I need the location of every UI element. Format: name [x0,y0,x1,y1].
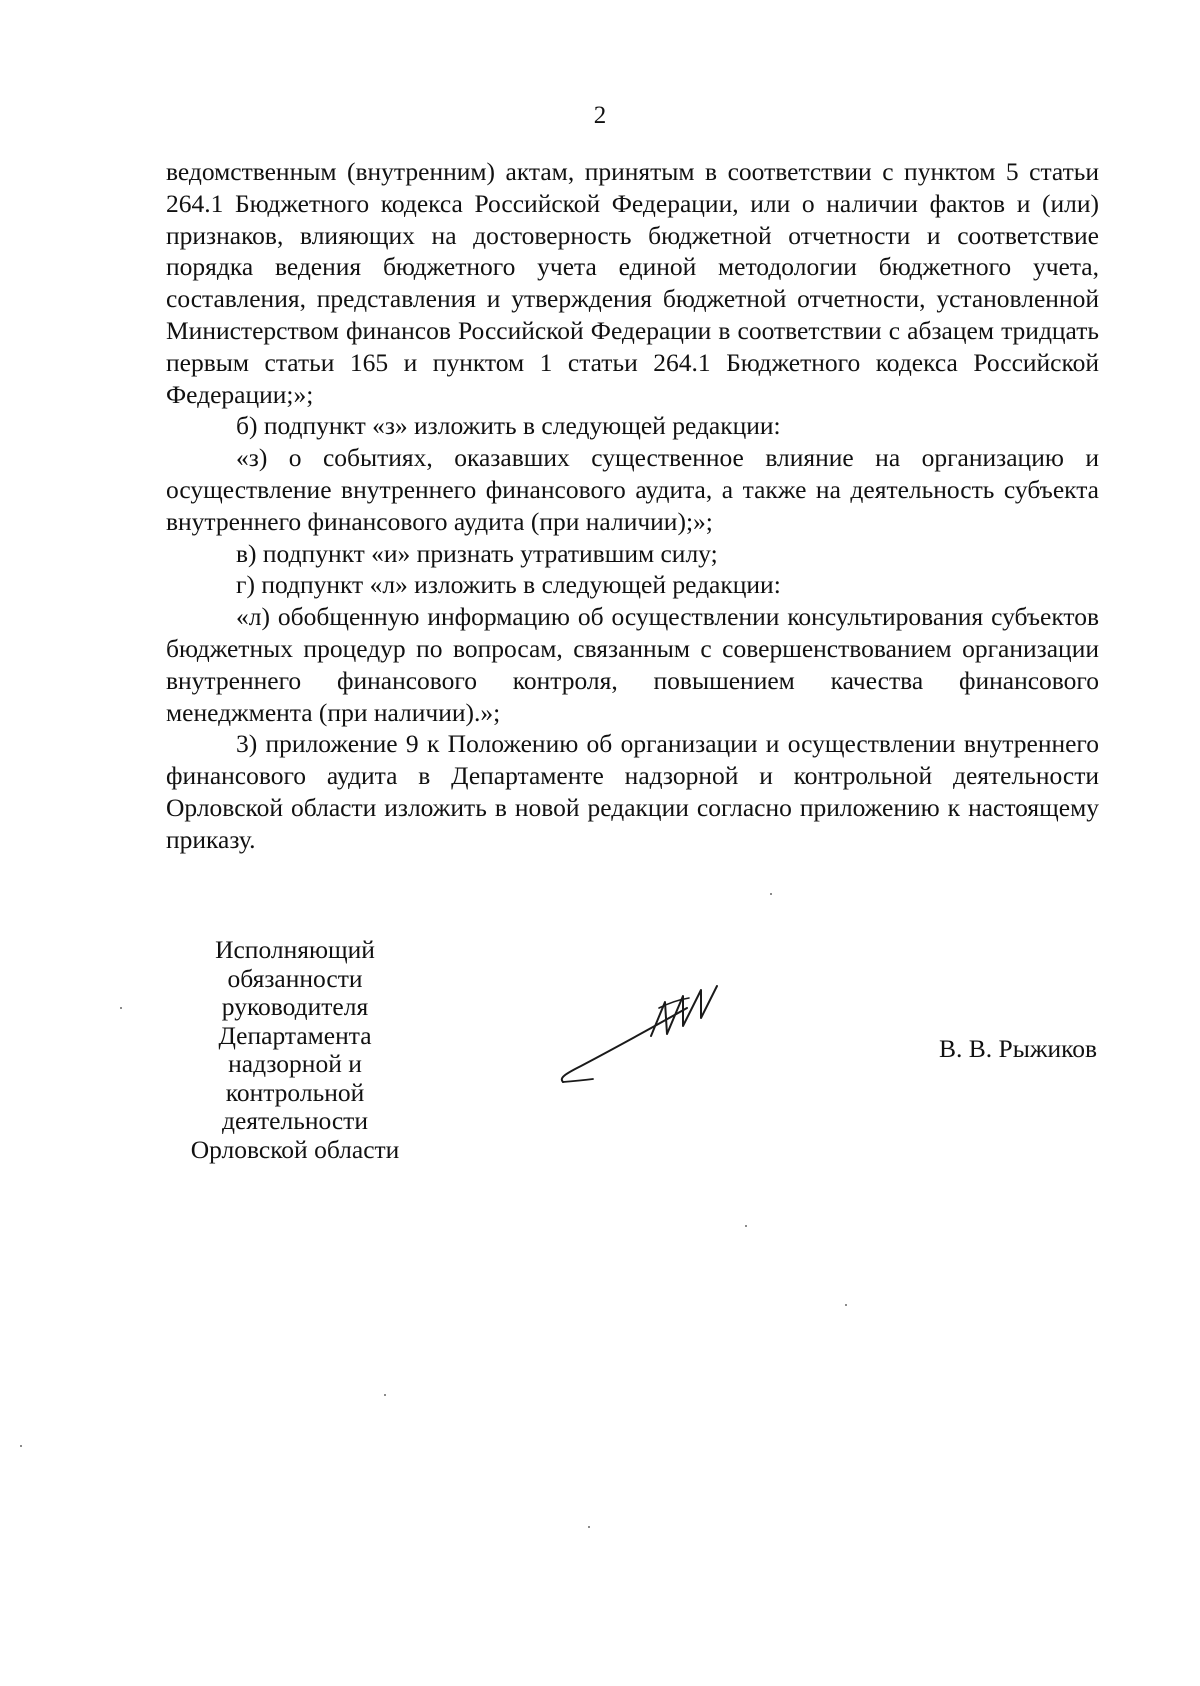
signer-title [180,936,410,1164]
paragraph-subitem-z-text: «з) о событиях, оказавших существенное влияние на организацию и осуществление внутреннего финансового аудита, а также на деятельность субъекта внутреннего финансового аудита (при наличии);»; [166,443,1099,536]
paragraph-subitem-l-text: «л) обобщенную информацию об осуществлении консультирования субъектов бюджетных процедур по вопросам, связанным с совершенствованием организации внутреннего финансового контроля, повышением качества финансового менеджмента (при наличии).»; [166,602,1099,727]
handwritten-signature [555,978,735,1090]
scan-speck [770,893,772,895]
scan-speck [120,1007,122,1009]
paragraph-subitem-b: б) подпункт «з» изложить в следующей редакции: [236,411,781,441]
signer-title-line: надзорной и [228,1049,362,1078]
paragraph-subitem-g: г) подпункт «л» изложить в следующей редакции: [236,570,781,600]
scan-speck [588,1526,590,1528]
scan-speck [845,1304,847,1306]
signer-title-line: Исполняющий [215,935,375,964]
page-number: 2 [593,102,607,129]
document-body [166,156,1099,856]
signer-title-line: деятельности [222,1106,368,1135]
paragraph-continuation: ведомственным (внутренним) актам, принятым в соответствии с пунктом 5 статьи 264.1 Бюджетного кодекса Российской Федерации, или о наличии фактов и (или) признаков, влияющих на достоверность бюджетной отчетности и соответствие порядка ведения бюджетного учета единой методологии бюджетного учета, составления, представления и утверждения бюджетной отчетности, установленной Министерством финансов Российской Федерации в соответствии с абзацем тридцать первым статьи 165 и пунктом 1 статьи 264.1 Бюджетного кодекса Российской Федерации;»; [166,157,1099,409]
signer-title-line: обязанности [227,963,363,993]
signer-name: В. В. Рыжиков [939,1034,1097,1063]
paragraph-item-3: 3) приложение 9 к Положению об организации и осуществлении внутреннего финансового аудита в Департаменте надзорной и контрольной деятельности Орловской области изложить в новой редакции согласно приложению к настоящему приказу. [166,729,1099,854]
paragraph-subitem-v: в) подпункт «и» признать утратившим силу; [236,538,718,568]
signer-title-line: руководителя [221,992,369,1021]
signer-title-line: контрольной [225,1077,365,1107]
signer-title-line: Орловской области [190,1134,400,1164]
scan-speck [20,1445,22,1447]
signer-title-line: Департамента [218,1020,372,1050]
scan-speck [745,1225,747,1227]
scan-speck [384,1394,386,1396]
